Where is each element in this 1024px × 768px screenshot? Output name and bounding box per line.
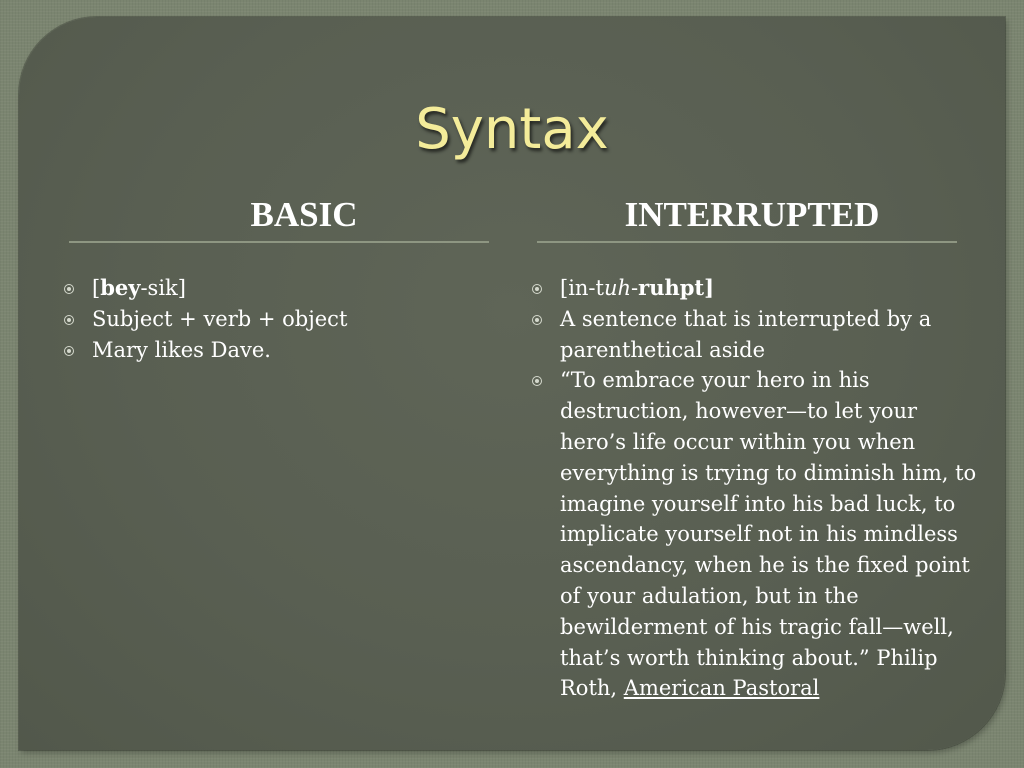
- basic-column-header: BASIC: [250, 195, 358, 234]
- roth-quote: “To embrace your hero in his destruction, however—to let your hero’s life occur within you when everything is trying to diminish him, to imagine yourself into his bad luck, to implicate yourself not in his mindless ascendancy, when he is the fixed point of your adulation, but in the bewilderment of his tragic fall—well, that’s worth thinking about.”: [560, 368, 977, 670]
- quote-attribution: Philip Roth,: [560, 645, 938, 701]
- pronunciation-text: -: [631, 276, 639, 300]
- bullet-icon: [64, 346, 74, 356]
- pronunciation-stressed-syllable: ruhpt]: [638, 275, 715, 300]
- bullet-icon: [532, 376, 542, 386]
- list-item: [531, 304, 977, 366]
- book-title-link[interactable]: American Pastoral: [623, 676, 820, 701]
- pronunciation-italic-syllable: uh: [603, 276, 632, 300]
- list-item: [63, 304, 503, 335]
- bullet-icon: [532, 315, 542, 325]
- list-item: [531, 365, 977, 704]
- bullet-text: A sentence that is interrupted by a parenthetical aside: [560, 306, 932, 362]
- basic-header-divider: [69, 241, 489, 243]
- interrupted-column-header: INTERRUPTED: [624, 195, 880, 234]
- list-item: [63, 273, 503, 304]
- pronunciation-text: -sik]: [140, 276, 186, 300]
- interrupted-bullet-list: [531, 273, 977, 704]
- bullet-icon: [532, 284, 542, 294]
- list-item: [531, 273, 977, 304]
- pronunciation-stressed-syllable: bey: [100, 275, 141, 300]
- slide-title: Syntax: [415, 97, 609, 162]
- pronunciation-text: [: [92, 276, 101, 300]
- bullet-text: Subject + verb + object: [92, 306, 348, 331]
- pronunciation-text: [in-t: [560, 276, 604, 300]
- interrupted-header-divider: [537, 241, 957, 243]
- bullet-text: Mary likes Dave.: [92, 337, 271, 362]
- bullet-icon: [64, 315, 74, 325]
- slide-panel: [19, 17, 1005, 750]
- list-item: [63, 335, 503, 366]
- basic-bullet-list: [63, 273, 503, 365]
- bullet-icon: [64, 284, 74, 294]
